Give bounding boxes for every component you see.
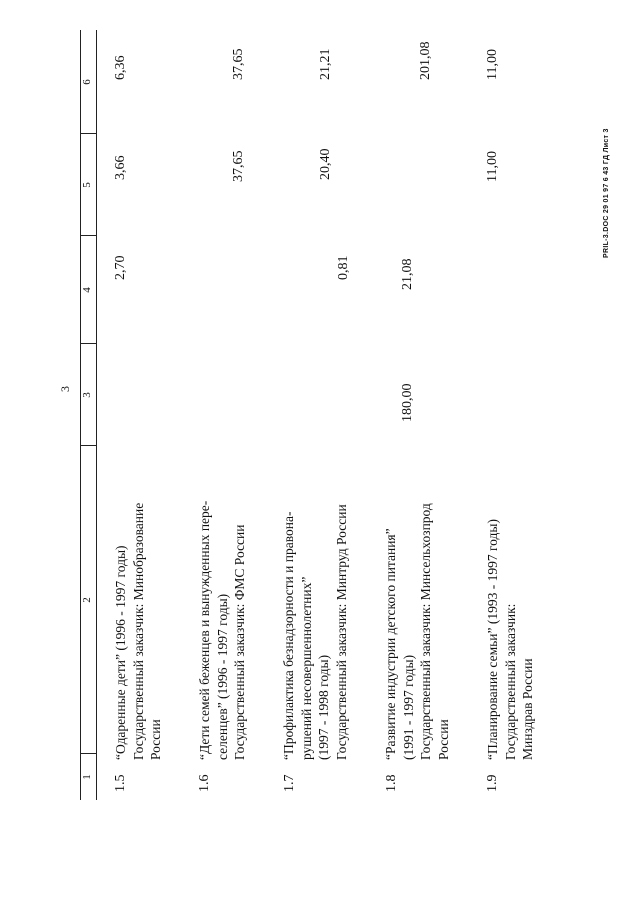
column-header-3: 3 — [81, 392, 93, 398]
row-value-col6: 21,21 — [318, 48, 333, 80]
row-value-col4: 2,70 — [113, 255, 128, 280]
document-footer: PRIL-3.DOC 29 01 97 6 43 ГД Лист 3 — [603, 128, 610, 258]
row-value-col6: 37,65 — [231, 48, 246, 80]
row-number: 1.9 — [485, 774, 500, 792]
column-header-6: 6 — [81, 79, 93, 85]
page-number: 3 — [58, 386, 72, 392]
row-description: “Дети семей беженцев и вынужденных пере- селенцев” (1996 - 1997 годы) Государственный заказчик: ФМС России — [197, 500, 247, 760]
row-description: “Развитие индустрии детского питания” (1991 - 1997 годы) Государственный заказчик: Минсельхозпрод России — [383, 503, 451, 760]
row-value-col5: 20,40 — [318, 148, 333, 180]
row-value-col6: 11,00 — [485, 49, 500, 80]
row-number: 1.7 — [282, 774, 297, 792]
row-number: 1.6 — [197, 774, 212, 792]
row-value-col4: 21,08 — [400, 258, 415, 290]
column-header-4: 4 — [81, 287, 93, 293]
row-number: 1.5 — [113, 774, 128, 792]
row-value-col5: 3,66 — [113, 155, 128, 180]
row-number: 1.8 — [384, 774, 399, 792]
row-value-col4: 0,81 — [336, 255, 351, 280]
row-description: “Планирование семьи” (1993 - 1997 годы) Государственный заказчик: Минздрав России — [485, 519, 535, 760]
column-header-2: 2 — [81, 597, 93, 603]
column-header-5: 5 — [81, 182, 93, 188]
row-description: “Профилактика безнадзорности и правона- рушений несовершеннолетних” (1997 - 1998 годы) Государственный заказчик: Минтруд России — [281, 504, 349, 760]
row-value-col6: 6,36 — [113, 55, 128, 80]
row-value-col5: 37,65 — [231, 150, 246, 182]
row-description: “Одаренные дети” (1996 - 1997 годы) Государственный заказчик: Минобразование России — [113, 502, 163, 760]
row-value-col5: 11,00 — [485, 151, 500, 182]
row-value-col3: 180,00 — [400, 383, 415, 422]
column-header-1: 1 — [81, 774, 93, 780]
row-value-col6: 201,08 — [418, 41, 433, 80]
header-bottom-rule — [96, 30, 97, 800]
